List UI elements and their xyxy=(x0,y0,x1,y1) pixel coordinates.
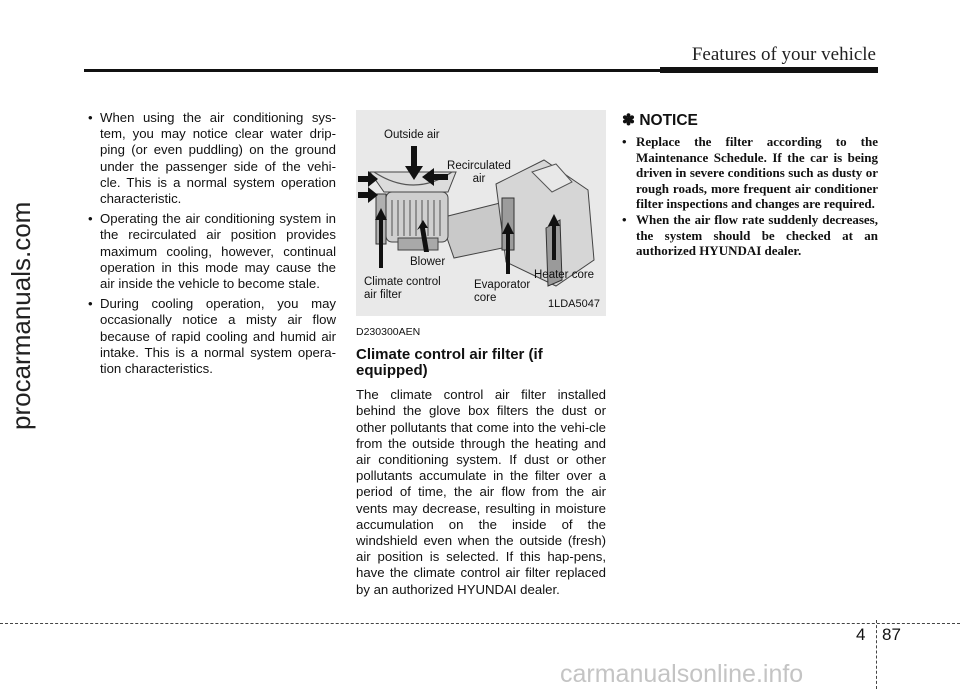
label-evaporator-core: Evaporator core xyxy=(474,279,531,304)
footer-rule xyxy=(0,623,960,624)
ac-notes-list xyxy=(84,110,336,377)
list-item: • Operating the air conditioning system in the recirculated air position provides maximum cooling, however, continual operation in this mode may cause the air inside the vehicle to become stale. xyxy=(84,211,336,292)
middle-column xyxy=(356,110,606,598)
label-recirculated-air: Recirculated air xyxy=(447,160,511,185)
list-item: • When using the air conditioning sys-tem, you may notice clear water drip-ping (or even puddling) on the ground under the passenger side of the vehi-cle. This is a normal system operation characteristic. xyxy=(84,110,336,207)
label-blower: Blower xyxy=(410,256,446,268)
section-title: Climate control air filter (if equipped) xyxy=(356,346,543,380)
label-climate-filter: Climate control air filter xyxy=(364,276,441,301)
label-heater-core: Heater core xyxy=(534,269,595,281)
list-item: • Replace the filter according to the Maintenance Schedule. If the car is being driven in severe conditions such as dusty or rough roads, more frequent air conditioner filter inspections and changes are required. xyxy=(622,134,878,212)
page-number: 87 xyxy=(882,625,901,644)
label-outside-air: Outside air xyxy=(384,129,440,141)
right-column xyxy=(622,110,878,259)
section-code: D230300AEN xyxy=(356,326,421,338)
page-number-separator xyxy=(876,620,877,689)
side-watermark: procarmanuals.com xyxy=(6,201,36,430)
notice-list xyxy=(622,134,878,259)
list-item: • During cooling operation, you may occasionally notice a misty air flow because of rapid cooling and humid air intake. This is a normal system opera-tion characteristics. xyxy=(84,296,336,377)
section-body: The climate control air filter installed behind the glove box filters the dust or other pollutants that come into the vehi-cle from the outside through the heating and air conditioning system. If dust or other pollutants accumulate in the filter over a period of time, the air flow from the air vents may decrease, resulting in moisture accumulation on the inside of the windshield even when the outside (fresh) air position is selected. If this hap-pens, have the climate control air filter replaced by an authorized HYUNDAI dealer. xyxy=(356,387,606,597)
air-filter-diagram xyxy=(356,110,606,316)
header-rule-accent xyxy=(660,67,878,73)
chapter-number: 4 xyxy=(856,625,866,644)
bottom-watermark: carmanualsonline.info xyxy=(560,660,804,688)
running-header: Features of your vehicle xyxy=(691,44,876,65)
notice-mark-icon: ✽ xyxy=(622,112,635,129)
notice-heading xyxy=(622,112,878,130)
left-column xyxy=(84,110,336,381)
list-item: • When the air flow rate suddenly decreases, the system should be checked at an authorized HYUNDAI dealer. xyxy=(622,212,878,259)
notice-title: NOTICE xyxy=(639,112,698,129)
figure-code: 1LDA5047 xyxy=(548,297,600,310)
header-rule xyxy=(84,69,660,72)
